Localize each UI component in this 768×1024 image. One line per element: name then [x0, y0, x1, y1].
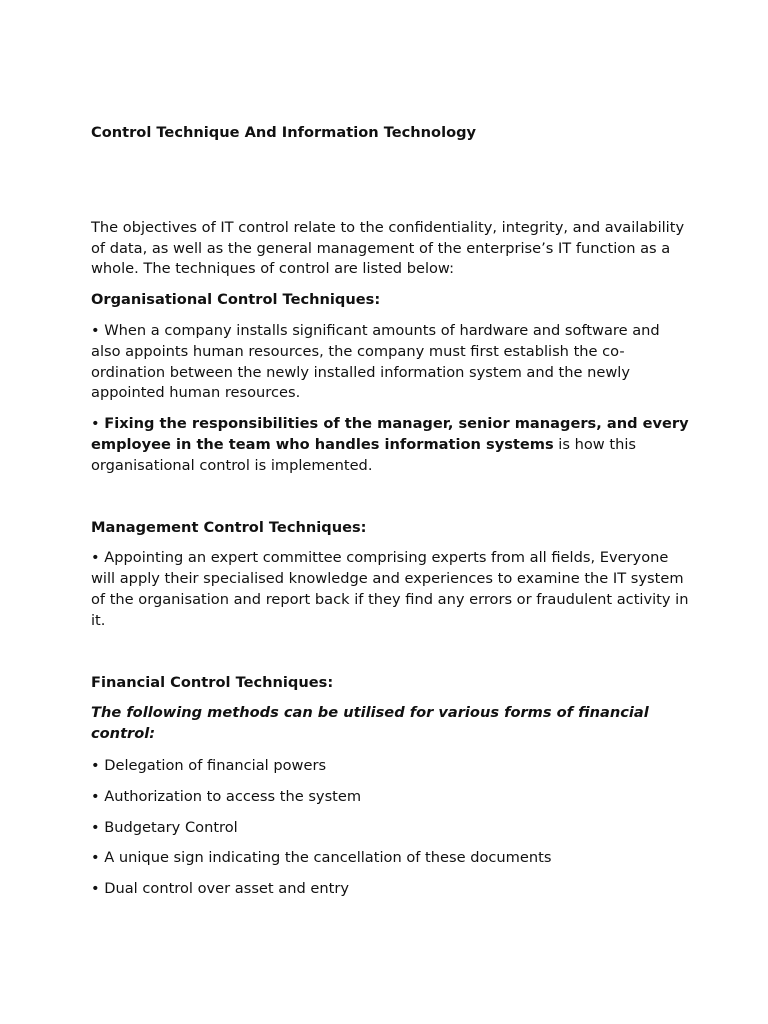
financial-item — [91, 879, 691, 900]
financial-heading: Financial Control Techniques: — [91, 673, 334, 691]
bullet-text: Delegation of financial powers — [104, 756, 327, 774]
financial-intro: The following methods can be utilised for various forms of financial control: — [91, 704, 649, 743]
financial-item — [91, 756, 691, 777]
bullet-marker: • — [91, 818, 100, 836]
bullet-marker: • — [91, 415, 100, 433]
bullet-marker: • — [91, 549, 100, 567]
financial-item — [91, 818, 691, 839]
document-title: Control Technique And Information Technology — [91, 124, 477, 141]
intro-paragraph: The objectives of IT control relate to the confidentiality, integrity, and availability of data, as well as the general management of the enterprise’s IT function as a whole. The techniques of control are listed below: — [91, 218, 685, 278]
bullet-marker: • — [91, 756, 100, 774]
bullet-marker: • — [91, 880, 100, 898]
organisational-heading: Organisational Control Techniques: — [91, 291, 381, 309]
bullet-marker: • — [91, 321, 100, 339]
bullet-bold-text: Fixing the responsibilities of the manager, senior managers, and every employee in the team who handles information systems — [91, 415, 689, 453]
bullet-marker: • — [91, 787, 100, 805]
bullet-text: Budgetary Control — [104, 818, 238, 836]
section-spacer — [91, 487, 691, 518]
financial-item — [91, 787, 691, 808]
management-heading: Management Control Techniques: — [91, 518, 367, 536]
organisational-bullet-1 — [91, 321, 691, 404]
bullet-text: When a company installs significant amounts of hardware and software and also appoints human resources, the company must first establish the co-ordination between the newly installed information system and the newly appointed human resources. — [91, 321, 660, 402]
section-spacer — [91, 642, 691, 673]
bullet-text: A unique sign indicating the cancellation of these documents — [104, 849, 552, 867]
bullet-marker: • — [91, 849, 100, 867]
document-page — [91, 123, 691, 910]
bullet-text: Appointing an expert committee comprising experts from all fields, Everyone will apply their specialised knowledge and experiences to examine the IT system of the organisation and report back if they find any errors or fraudulent activity in it. — [91, 549, 689, 629]
management-bullet-1 — [91, 548, 691, 631]
financial-item — [91, 848, 691, 869]
organisational-bullet-2 — [91, 414, 691, 476]
bullet-text: is how this organisational control is implemented. — [91, 435, 636, 474]
bullet-text: Authorization to access the system — [104, 787, 362, 805]
bullet-text: Dual control over asset and entry — [104, 880, 349, 898]
